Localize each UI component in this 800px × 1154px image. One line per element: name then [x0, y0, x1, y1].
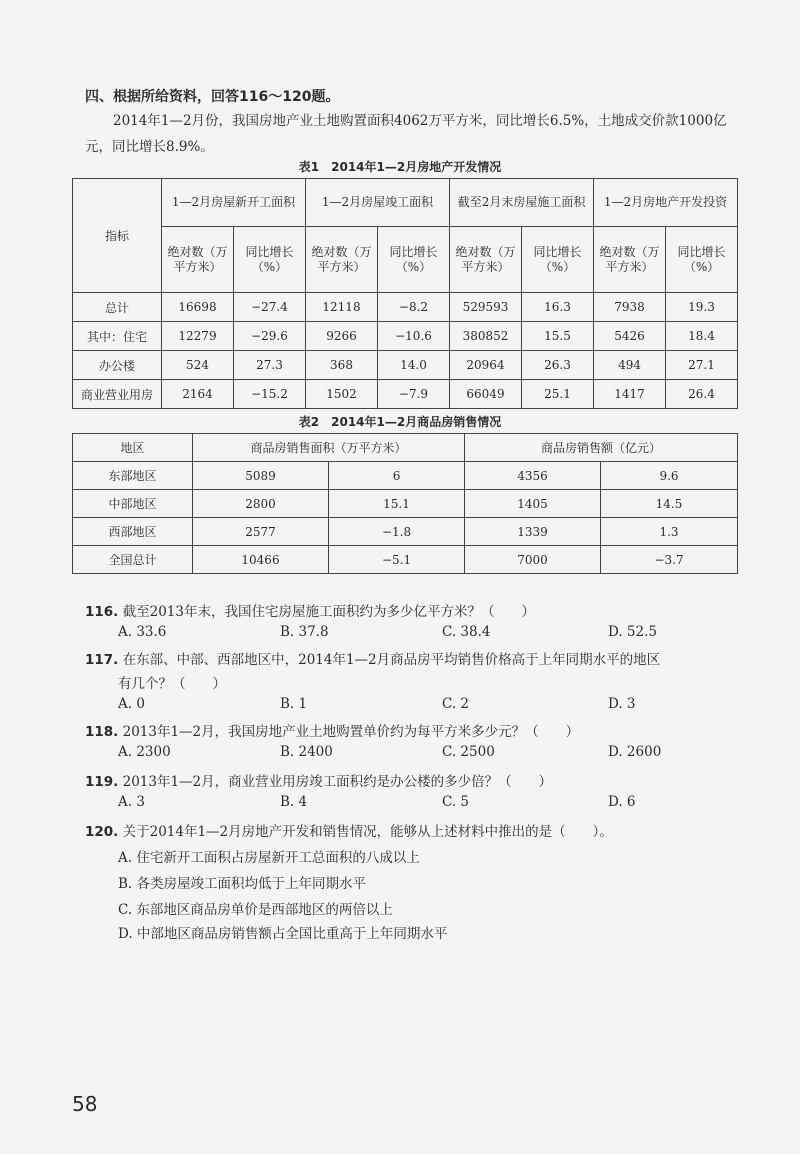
row-label: 中部地区: [73, 490, 193, 518]
option-a[interactable]: A. 2300: [118, 744, 171, 760]
region-header: 地区: [73, 434, 193, 462]
cell: 6: [329, 462, 465, 490]
question-text: 在东部、中部、西部地区中，2014年1—2月商品房平均销售价格高于上年同期水平的地区: [122, 652, 661, 668]
housing-sales-table: [72, 433, 738, 574]
sub-header: 同比增长（%）: [234, 227, 306, 293]
question-119: [85, 770, 552, 790]
question-text: 2013年1—2月，我国房地产业土地购置单价约为每平方米多少元？（ ）: [122, 724, 580, 740]
table-row: [73, 380, 738, 409]
cell: 12279: [162, 322, 234, 351]
row-label: 东部地区: [73, 462, 193, 490]
section-heading: 四、根据所给资料，回答116～120题。: [85, 89, 340, 105]
cell: 524: [162, 351, 234, 380]
table2-caption: 表2 2014年1—2月商品房销售情况: [298, 415, 502, 429]
option-c[interactable]: C. 2500: [442, 744, 495, 760]
row-label: 全国总计: [73, 546, 193, 574]
cell: 16698: [162, 293, 234, 322]
table-row: [73, 322, 738, 351]
question-text: 2013年1—2月，商业营业用房竣工面积约是办公楼的多少倍？（ ）: [122, 774, 553, 790]
cell: 19.3: [666, 293, 738, 322]
cell: 380852: [450, 322, 522, 351]
real-estate-development-table: [72, 178, 738, 409]
question-118: [85, 720, 579, 740]
cell: 20964: [450, 351, 522, 380]
cell: 27.1: [666, 351, 738, 380]
question-number: 116.: [85, 604, 119, 620]
option-c[interactable]: C. 38.4: [442, 624, 491, 640]
cell: 2164: [162, 380, 234, 409]
cell: 1417: [594, 380, 666, 409]
sub-header: 绝对数（万平方米）: [162, 227, 234, 293]
indicator-header: 指标: [73, 179, 162, 293]
question-text-continued: 有几个？（ ）: [118, 676, 226, 692]
cell: −10.6: [378, 322, 450, 351]
cell: −27.4: [234, 293, 306, 322]
cell: 26.3: [522, 351, 594, 380]
cell: −15.2: [234, 380, 306, 409]
cell: 66049: [450, 380, 522, 409]
row-label: 其中：住宅: [73, 322, 162, 351]
cell: 26.4: [666, 380, 738, 409]
group-header: 截至2月末房屋施工面积: [450, 179, 594, 227]
options-117: [118, 696, 738, 716]
cell: 7000: [465, 546, 601, 574]
cell: 529593: [450, 293, 522, 322]
cell: −8.2: [378, 293, 450, 322]
cell: 494: [594, 351, 666, 380]
option-a[interactable]: A. 住宅新开工面积占房屋新开工总面积的八成以上: [118, 850, 420, 866]
option-d[interactable]: D. 3: [608, 696, 636, 712]
option-c[interactable]: C. 5: [442, 794, 470, 810]
cell: 15.5: [522, 322, 594, 351]
question-text: 截至2013年末，我国住宅房屋施工面积约为多少亿平方米？（ ）: [122, 604, 535, 620]
cell: 14.0: [378, 351, 450, 380]
option-b[interactable]: B. 2400: [280, 744, 333, 760]
cell: 5089: [193, 462, 329, 490]
row-label: 商业营业用房: [73, 380, 162, 409]
option-a[interactable]: A. 33.6: [118, 624, 167, 640]
cell: 27.3: [234, 351, 306, 380]
table-row: [73, 546, 738, 574]
cell: 10466: [193, 546, 329, 574]
cell: 15.1: [329, 490, 465, 518]
option-a[interactable]: A. 3: [118, 794, 145, 810]
page-number: 58: [72, 1092, 98, 1116]
question-number: 117.: [85, 652, 119, 668]
group-header: 1—2月房屋竣工面积: [306, 179, 450, 227]
sub-header: 同比增长（%）: [522, 227, 594, 293]
question-number: 120.: [85, 824, 119, 840]
table-row: [73, 462, 738, 490]
cell: 14.5: [601, 490, 738, 518]
cell: 368: [306, 351, 378, 380]
sub-header: 同比增长（%）: [666, 227, 738, 293]
cell: −1.8: [329, 518, 465, 546]
row-label: 总计: [73, 293, 162, 322]
row-label: 西部地区: [73, 518, 193, 546]
question-number: 118.: [85, 724, 119, 740]
cell: 9.6: [601, 462, 738, 490]
group-header: 1—2月房屋新开工面积: [162, 179, 306, 227]
cell: 1502: [306, 380, 378, 409]
cell: 2577: [193, 518, 329, 546]
table-row: [73, 518, 738, 546]
option-c[interactable]: C. 东部地区商品房单价是西部地区的两倍以上: [118, 902, 393, 918]
option-b[interactable]: B. 37.8: [280, 624, 329, 640]
option-a[interactable]: A. 0: [118, 696, 145, 712]
sub-header: 绝对数（万平方米）: [594, 227, 666, 293]
options-116: [118, 624, 738, 644]
option-d[interactable]: D. 6: [608, 794, 636, 810]
sales-area-header: 商品房销售面积（万平方米）: [193, 434, 465, 462]
table-row: [73, 293, 738, 322]
cell: 1.3: [601, 518, 738, 546]
option-d[interactable]: D. 52.5: [608, 624, 657, 640]
cell: 18.4: [666, 322, 738, 351]
table1-caption: 表1 2014年1—2月房地产开发情况: [298, 160, 502, 174]
cell: 4356: [465, 462, 601, 490]
sub-header: 绝对数（万平方米）: [306, 227, 378, 293]
question-text: 关于2014年1—2月房地产开发和销售情况，能够从上述材料中推出的是（ ）。: [122, 824, 613, 840]
question-120: [85, 820, 613, 840]
options-119: [118, 794, 738, 814]
sub-header: 同比增长（%）: [378, 227, 450, 293]
cell: −5.1: [329, 546, 465, 574]
cell: 16.3: [522, 293, 594, 322]
question-116: [85, 600, 535, 620]
sales-value-header: 商品房销售额（亿元）: [465, 434, 738, 462]
option-d[interactable]: D. 2600: [608, 744, 662, 760]
option-b[interactable]: B. 1: [280, 696, 308, 712]
cell: 25.1: [522, 380, 594, 409]
table-row: [73, 351, 738, 380]
option-d[interactable]: D. 中部地区商品房销售额占全国比重高于上年同期水平: [118, 926, 448, 942]
cell: 9266: [306, 322, 378, 351]
row-label: 办公楼: [73, 351, 162, 380]
option-b[interactable]: B. 各类房屋竣工面积均低于上年同期水平: [118, 876, 367, 892]
cell: 2800: [193, 490, 329, 518]
option-c[interactable]: C. 2: [442, 696, 470, 712]
group-header: 1—2月房地产开发投资: [594, 179, 738, 227]
cell: 1405: [465, 490, 601, 518]
cell: 5426: [594, 322, 666, 351]
cell: 12118: [306, 293, 378, 322]
cell: 7938: [594, 293, 666, 322]
cell: −29.6: [234, 322, 306, 351]
option-b[interactable]: B. 4: [280, 794, 308, 810]
table-row: [73, 490, 738, 518]
cell: 1339: [465, 518, 601, 546]
sub-header: 绝对数（万平方米）: [450, 227, 522, 293]
options-118: [118, 744, 738, 764]
intro-paragraph: 2014年1—2月份，我国房地产业土地购置面积4062万平方米，同比增长6.5%，土地成交价款1000亿元，同比增长8.9%。: [85, 113, 727, 155]
cell: −7.9: [378, 380, 450, 409]
question-117: [85, 648, 660, 668]
question-number: 119.: [85, 774, 119, 790]
cell: −3.7: [601, 546, 738, 574]
